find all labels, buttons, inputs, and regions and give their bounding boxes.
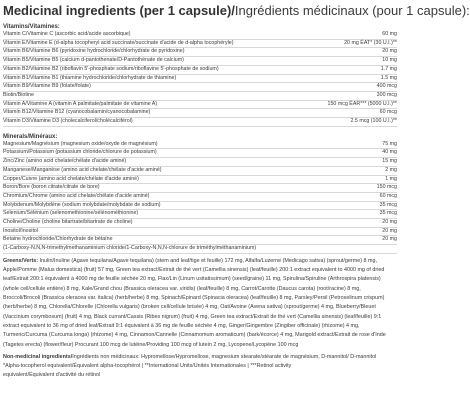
mineral-name: Inositol/Inositol [3, 227, 39, 234]
minerals-table [3, 141, 397, 245]
mineral-name: Betaine hydrochloride/Chlorhydrate de bétaïne [3, 236, 113, 243]
mineral-row [3, 210, 397, 219]
vitamin-name: Vitamin A/Vitamine A (vitamin A palmitate/palmitate de vitamine A) [3, 100, 158, 107]
vitamin-name: Vitamin B2/Vitamine B2 (riboflavin 5'-phosphate sodium/riboflavine 5'-phosphate de sodium) [3, 65, 219, 72]
mineral-amount: 20 mg [382, 219, 397, 226]
greens-text: Inulin/Inuline (Agave tequilana/Agave tequilana) (stem and leaf/tige et feuille) 172 mg, Alfalfa/Luzerne (Medicago sativa) (sprout/germe) 8 mg, Apple/Pomme (Malus domestica) (fruit) 57 mg, Green tea extract/Extrait de thé vert (Camellia sinensis) (leaf/feuille) 200:1 extract equivalent to 4000 mg of dried leaf/Extrait 200:1 équivalent à 4000 mg de feuille séchée 20 mg, Flax/Lin (Linum usitatissimum) (seed/graine) 11 mg, Spirulina/Spiruline (Arthrospira platensis) (whole cell/cellule entière) 8 mg, Kale/Grand chou (Brassica oleracea var. viridis) (leaf/feuille) 8 mg, Carrot/Carotte (Daucus carota) (root/racine) 8 mg, Broccoli/Brocoli (Brassica oleracea var. italica) (herb/herbe) 8 mg, Spinach/Épinard (Spinacia oleracea) (leaf/feuille) 8 mg, Parsley/Persil (Petroselinum crispum) (herb/herbe) 8 mg, Chlorella/Chlorelle (Chlorella vulgaris) (broken cell/cellule brisée) 4 mg, Oat/Avoine (Avena sativa) (sprout/germe) 4 mg, Blueberry/Bleuet (Vaccinium corymbosum) (fruit) 4 mg, Black currant/Cassis (Ribes nigrum) (fruit) 4 mg, Green tea extract/Extrait de thé vert (Camellia sinensis) (leaf/feuille) 9:1 extract equivalent to 36 mg of dried leaf/Extrait 9:1 équivalent à 36 mg de feuille séchée 4 mg, Ginger/Gingembre (Zingiber officinale) (rhizome) 4 mg, Turmeric/Curcuma (Curcuma longa) (rhizome) 4 mg, Cinnamon/Cannelle (Cinnamomum aromaticum) (bark/écorce) 4 mg, Marigold extract/Extrait de rose d'Inde (Tagetes erecta) (flower/fleur) Procurant 100 mcg de lutéine/Providing 100 mcg of lutein 2 mg, Lycopene/Lycopène 100 mcg [3, 257, 386, 348]
non-medicinal-paragraph [3, 353, 397, 362]
mineral-amount: 20 mg [382, 227, 397, 234]
vitamin-row [3, 92, 397, 101]
mineral-name: Selenium/Sélénium (selenomethionine/sélénométhionine) [3, 210, 139, 217]
mineral-row [3, 149, 397, 158]
vitamin-row [3, 48, 397, 57]
vitamin-amount: 2.5 mcg (100 U.I.)** [350, 118, 397, 125]
mineral-amount: 35 mcg [379, 210, 397, 217]
mineral-name: Zinc/Zinc (amino acid chelate/chélate d'acide aminé) [3, 158, 127, 165]
mineral-amount: 15 mg [382, 158, 397, 165]
vitamin-row [3, 75, 397, 84]
vitamin-row [3, 118, 397, 127]
vitamin-amount: 20 mg ÉAT* (30 U.I.)** [344, 39, 397, 46]
vitamin-name: Vitamin D3/Vitamine D3 (cholecalciferol/cholécalciférol) [3, 118, 133, 125]
mineral-amount: 35 mcg [379, 201, 397, 208]
mineral-name: Chromium/Chrome (amino acid chelate/chélate d'acide aminé) [3, 192, 150, 199]
greens-paragraph [3, 257, 397, 350]
mineral-amount: 40 mg [382, 149, 397, 156]
vitamin-row [3, 83, 397, 92]
mineral-name: Molybdenum/Molybdène (sodium molybdate/molybdate de sodium) [3, 201, 161, 208]
betaine-note: (1-Carboxy-N,N,N-trimethylmethanaminium chloride/1-Carboxy-N,N,N-chlorure de triméthylméthanaminium) [3, 245, 397, 254]
page-title [3, 3, 470, 19]
mineral-amount: 1 mg [385, 175, 397, 182]
mineral-row [3, 167, 397, 176]
non-medicinal-label: Non-medicinal ingredients/ [3, 353, 73, 360]
greens-label: Greens/Verts: [3, 257, 39, 264]
vitamin-name: Vitamin B1/Vitamine B1 (thiamine hydrochloride/chlorhydrate de thiamine) [3, 74, 177, 81]
mineral-row [3, 193, 397, 202]
mineral-name: Manganese/Manganèse (amino acid chelate/chélate d'acide aminé) [3, 166, 162, 173]
vitamin-name: Vitamin B5/Vitamine B5 (calcium d-pantothenate/D-Pantothénate de calcium) [3, 57, 184, 64]
mineral-amount: 75 mg [382, 140, 397, 147]
vitamin-name: Vitamin B9/Vitamine B9 (folate/folate) [3, 83, 91, 90]
vitamin-row [3, 66, 397, 75]
mineral-amount: 20 mg [382, 236, 397, 243]
vitamins-heading: Vitamins/Vitamines: [3, 24, 60, 30]
mineral-row [3, 184, 397, 193]
vitamin-name: Vitamin B6/Vitamine B6 (pyridoxine hydrochloride/chlorhydrate de pyridoxine) [3, 48, 185, 55]
vitamin-name: Biotin/Biotine [3, 91, 34, 98]
mineral-name: Potassium/Potassium (potassium chloride/chlorure de potassium) [3, 149, 157, 156]
vitamin-amount: 10 mg [382, 57, 397, 64]
vitamin-amount: 400 mcg [376, 83, 397, 90]
vitamin-row [3, 109, 397, 118]
mineral-amount: 60 mcg [379, 192, 397, 199]
mineral-name: Choline/Choline (choline bitartrate/bitartrate de choline) [3, 219, 133, 226]
title-french: Ingrédients médicinaux (pour 1 capsule): [234, 3, 470, 18]
vitamin-amount: 1.5 mg [380, 74, 397, 81]
vitamin-amount: 60 mg [382, 31, 397, 37]
mineral-row [3, 202, 397, 211]
vitamin-row [3, 57, 397, 66]
mineral-row [3, 176, 397, 185]
vitamin-row [3, 31, 397, 40]
vitamin-name: Vitamin B12/Vitamine B12 (cyanocobalamin/cyanocobalamine) [3, 109, 151, 116]
mineral-row [3, 236, 397, 245]
minerals-heading: Minerals/Minéraux: [3, 133, 58, 140]
vitamin-amount: 150 mcg ÉAR*** (5000 U.I.)** [327, 100, 397, 107]
title-english: Medicinal ingredients (per 1 capsule)/ [3, 3, 235, 18]
mineral-name: Boron/Bore (boron citrate/citrate de bore) [3, 184, 100, 191]
mineral-row [3, 219, 397, 228]
vitamin-name: Vitamin C/Vitamine C (ascorbic acid/acide ascorbique) [3, 31, 131, 37]
mineral-row [3, 158, 397, 167]
vitamin-amount: 60 mcg [379, 109, 397, 116]
footnote-2: equivalent/Équivalent d'activité du rétinol [3, 372, 101, 379]
vitamin-row [3, 40, 397, 49]
vitamin-amount: 20 mg [382, 48, 397, 55]
vitamins-table [3, 31, 397, 127]
mineral-row [3, 228, 397, 237]
mineral-amount: 150 mcg [376, 184, 397, 191]
footnote-1: *Alpha-tocopherol equivalent/Équivalent alpha-tocophérol | **International Units/Unités Internationales | ***Retinol activity [3, 363, 292, 370]
mineral-name: Copper/Cuivre (amino acid chelate/chélate d'acide aminé) [3, 175, 139, 182]
vitamin-row [3, 101, 397, 110]
non-medicinal-text: Ingrédients non médicinaux: Hypromellose/Hypromellose, magnesium stearate/stéarate de magnésium, D-mannitol/ D-mannitol [72, 353, 377, 360]
mineral-row [3, 141, 397, 150]
vitamin-amount: 300 mcg [376, 91, 397, 98]
mineral-name: Magnesium/Magnésium (magnesium oxide/oxyde de magnésium) [3, 140, 158, 147]
vitamin-amount: 1.7 mg [380, 65, 397, 72]
vitamin-name: Vitamin E/Vitamine E (d-alpha tocopheryl acid succinate/succinate d'acide de d-alpha tocophéryle) [3, 39, 234, 46]
mineral-amount: 2 mg [385, 166, 397, 173]
